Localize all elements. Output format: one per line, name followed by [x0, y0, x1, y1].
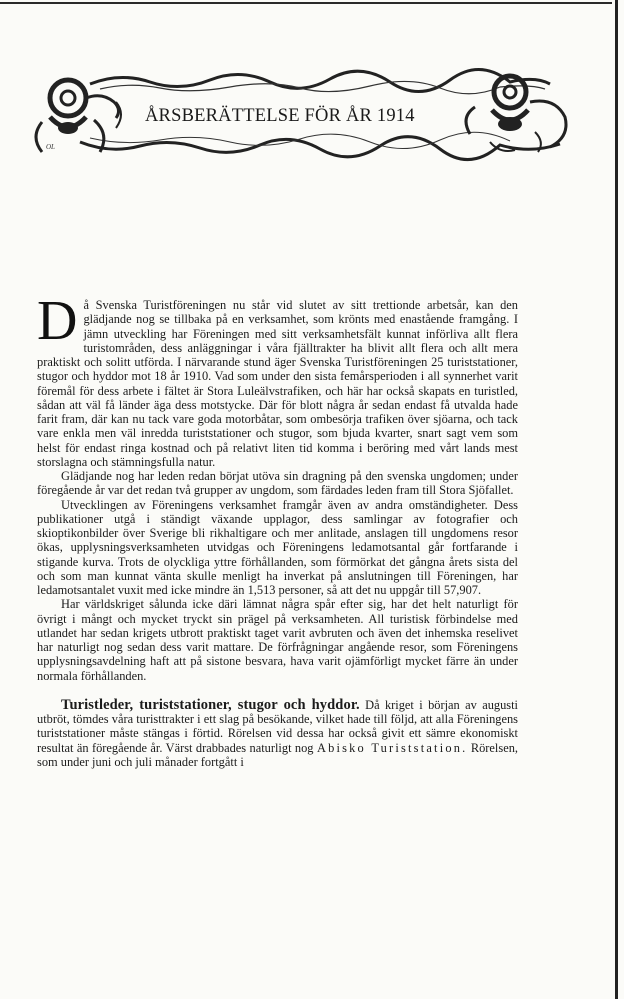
- page-edge: [615, 0, 618, 999]
- artist-signature: OL: [46, 143, 55, 151]
- paragraph-intro: [37, 290, 518, 469]
- top-rule: [0, 2, 612, 4]
- report-title: ÅRSBERÄTTELSE FÖR ÅR 1914: [145, 106, 415, 126]
- drop-cap: D: [37, 290, 78, 352]
- spaced-station-name: Abisko Turiststation.: [316, 740, 468, 755]
- paragraph-stations-tail: Rörelsen, som under juni och juli månader fortgått i: [37, 740, 518, 769]
- article-body: [37, 290, 518, 769]
- right-scroll-ornament: [466, 76, 566, 152]
- section-heading: Turistleder, turiststationer, stugor och hyddor.: [61, 696, 360, 713]
- paragraph-intro-text: å Svenska Turistföreningen nu står vid slutet av sitt trettionde arbetsår, kan den glädjande nog se tillbaka på en verksamhet, som krönts med enastående framgång. I jämn utveckling har Föreningen med sitt verksamhetsfält kunnat införliva allt flera turistområden, dess anläggningar i våra fjälltrakter ha blivit allt flera och allt mera praktiskt och solitt utförda. I närvarande stund äger Svenska Turistföreningen 25 turiststationer, stugor och hyddor mot 18 år 1910. Vad som under den sista femårsperioden i all synnerhet varit föremål för dess arbete i fältet är Stora Luleälvstrafiken, och här har också skapats en turistled, sådan att väl få länder äga dess motstycke. Där för blott några år sedan endast få utvalda hade farit fram, där kan nu tack vare goda motorbåtar, som ombesörja trafiken över sjöarna, och tack vare enkla men väl inredda turiststationer och stugor, som bjuda kvarter, snart sagt vem som helst för endast ringa kostnad och på relativt liten tid komma i beröring med vårt lands mest storslagna och stämningsfulla natur.: [37, 298, 518, 469]
- paragraph-stations-text: Då kriget i början av augusti utbröt, tömdes våra turisttrakter i ett slag på besökande, vilket hade till följd, att alla Föreningens turiststationer måste stängas i förtid. Rörelsen vid dessa har också givit ett sämre ekonomiskt resultat än föregående år. Värst drabbades naturligt nog: [37, 697, 518, 755]
- ornamental-header: [30, 62, 585, 166]
- paragraph-stations: [37, 698, 518, 769]
- paragraph-development: Utvecklingen av Föreningens verksamhet framgår även av andra omständigheter. Dess publikationer utgå i ständigt växande upplagor, dess samlingar av fotografier och skioptikonbilder över Sverige bli rikhaltigare och mer anlitade, anslagen till ungdomens resor ökas, upplysningsverksamheten utvidgas och Föreningens ledamotsantal går fortfarande i stigande kurva. Trots de olyckliga yttre förhållanden, som förmörkat det gångna årets sista del och som man kunnat vänta skulle menligt ha inverkat på anslutningen till Föreningen, har ledamotsantalet vuxit med icke mindre än 1,513 personer, så att det nu uppgår till 57,907.: [37, 497, 518, 597]
- paragraph-war: Har världskriget sålunda icke däri lämnat några spår efter sig, har det helt naturligt för övrigt i mångt och mycket tryckt sin prägel på verksamheten. All turistisk förbindelse med utlandet har sedan krigets utbrott praktiskt taget varit avbruten och även det inhemska reselivet har naturligt nog sedan dess varit mattare. De förfrågningar angående resor, som Föreningens upplysningsavdelning haft att på sistone besvara, hava varit ojämförligt mycket färre än under normala förhållanden.: [37, 597, 518, 683]
- paragraph-youth: Glädjande nog har leden redan börjat utöva sin dragning på den svenska ungdomen; under föregående år var det redan två grupper av ungdom, som färdades leden fram till Stora Sjöfallet.: [37, 469, 518, 498]
